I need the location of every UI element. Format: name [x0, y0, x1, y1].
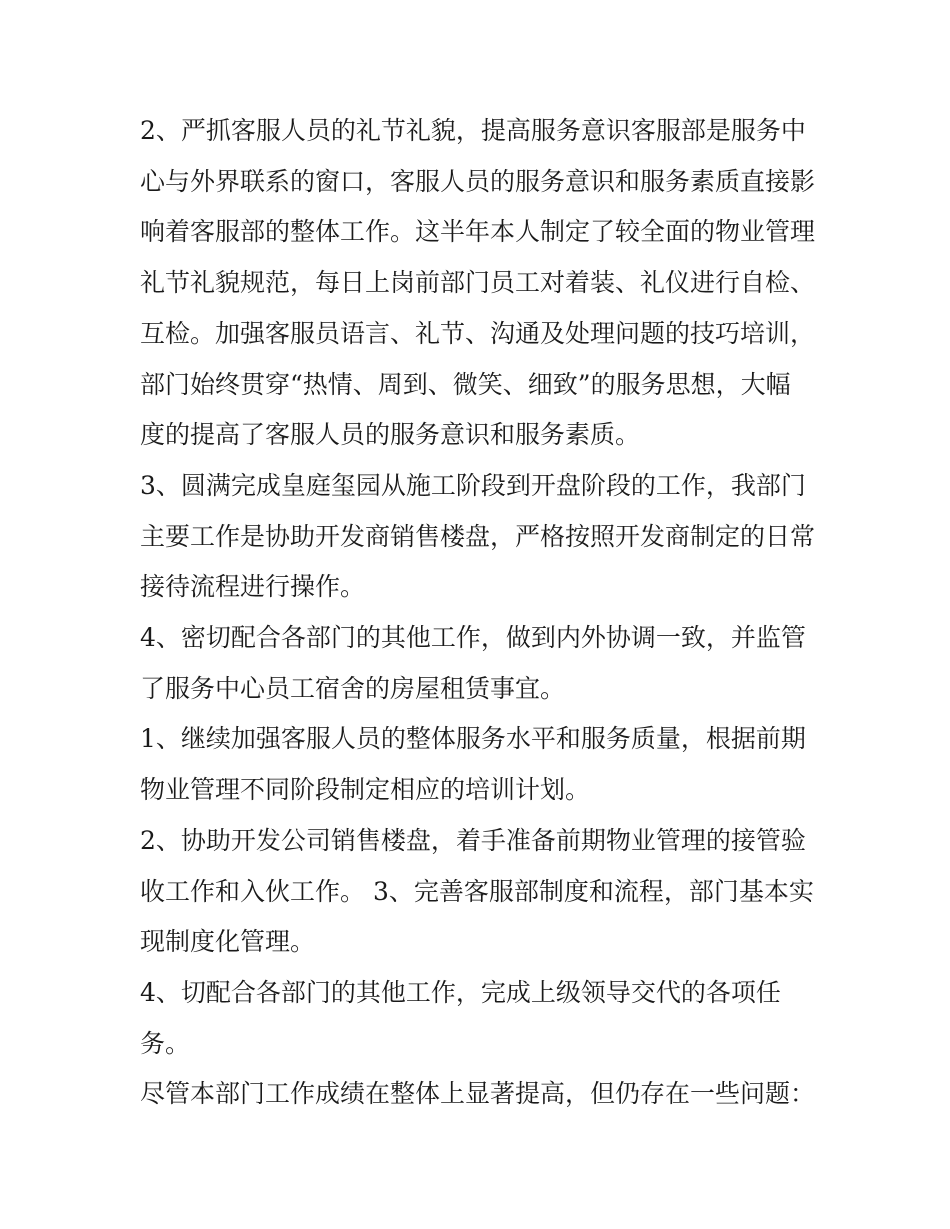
- paragraph-etiquette: 2、严抓客服人员的礼节礼貌，提高服务意识客服部是服务中心与外界联系的窗口，客服人员的服务意识和服务素质直接影响着客服部的整体工作。这半年本人制定了较全面的物业管理礼节礼貌规范，每日上岗前部门员工对着装、礼仪进行自检、互检。加强客服员语言、礼节、沟通及处理问题的技巧培训，部门始终贯穿“热情、周到、微笑、细致”的服务思想，大幅度的提高了客服人员的服务意识和服务素质。: [140, 116, 816, 450]
- paragraph-sales-support: 3、圆满完成皇庭玺园从施工阶段到开盘阶段的工作，我部门主要工作是协助开发商销售楼盘，严格按照开发商制定的日常接待流程进行操作。: [140, 470, 816, 602]
- paragraph-training-plan: 1、继续加强客服人员的整体服务水平和服务质量，根据前期物业管理不同阶段制定相应的培训计划。: [140, 724, 806, 805]
- document-body: [140, 106, 815, 1120]
- paragraph-cooperation: 4、切配合各部门的其他工作，完成上级领导交代的各项任务。: [140, 977, 781, 1058]
- paragraph-coordination: 4、密切配合各部门的其他工作，做到内外协调一致，并监管了服务中心员工宿舍的房屋租赁事宜。: [140, 623, 806, 703]
- paragraph-problems: 尽管本部门工作成绩在整体上显著提高，但仍存在一些问题：: [140, 1079, 816, 1109]
- paragraph-handover: 2、协助开发公司销售楼盘，着手准备前期物业管理的接管验收工作和入伙工作。 3、完善客服部制度和流程，部门基本实现制度化管理。: [140, 825, 814, 957]
